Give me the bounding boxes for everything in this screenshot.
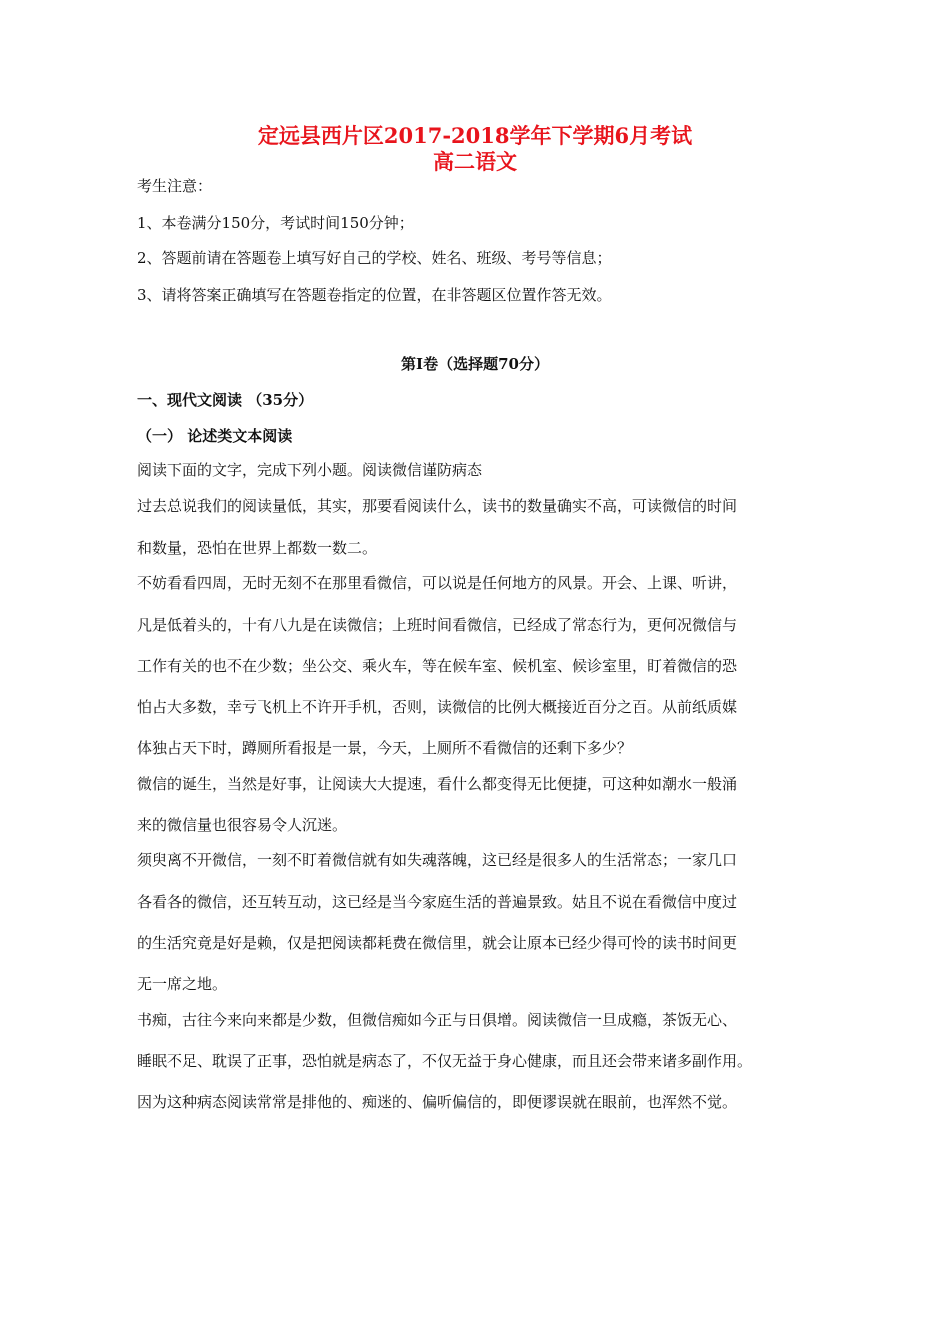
passage-line: 过去总说我们的阅读量低，其实，那要看阅读什么，读书的数量确实不高，可读微信的时间 [137,497,738,515]
passage-line: 须臾离不开微信，一刻不盯着微信就有如失魂落魄，这已经是很多人的生活常态；一家几口 [137,851,738,869]
notice-item: 3、请将答案正确填写在答题卷指定的位置，在非答题区位置作答无效。 [137,286,612,304]
passage-line: 阅读下面的文字，完成下列小题。阅读微信谨防病态 [137,461,483,479]
notice-heading: 考生注意： [137,177,213,195]
exam-title: 定远县西片区2017-2018学年下学期6月考试 [257,123,693,148]
subject-title: 高二语文 [433,149,517,174]
passage-line: 因为这种病态阅读常常是排他的、痴迷的、偏听偏信的，即便谬误就在眼前，也浑然不觉。 [137,1093,738,1111]
volume-title: 第Ⅰ卷（选择题70分） [401,355,549,373]
passage-line: 书痴，古往今来向来都是少数，但微信痴如今正与日俱增。阅读微信一旦成瘾，茶饭无心、 [137,1011,738,1029]
passage-line: 体独占天下时，蹲厕所看报是一景，今天，上厕所不看微信的还剩下多少？ [137,739,633,757]
section-subtitle: （一） 论述类文本阅读 [137,427,293,445]
passage-line: 的生活究竟是好是赖，仅是把阅读都耗费在微信里，就会让原本已经少得可怜的读书时间更 [137,934,738,952]
passage-line: 微信的诞生，当然是好事，让阅读大大提速，看什么都变得无比便捷，可这种如潮水一般涌 [137,775,738,793]
passage-line: 怕占大多数，幸亏飞机上不许开手机，否则，读微信的比例大概接近百分之百。从前纸质媒 [137,698,738,716]
passage-line: 工作有关的也不在少数；坐公交、乘火车，等在候车室、候机室、候诊室里，盯着微信的恐 [137,657,738,675]
passage-line: 不妨看看四周，无时无刻不在那里看微信，可以说是任何地方的风景。开会、上课、听讲， [137,574,738,592]
passage-line: 各看各的微信，还互转互动，这已经是当今家庭生活的普遍景致。姑且不说在看微信中度过 [137,893,738,911]
part-title: 一、现代文阅读 （35分） [137,391,314,409]
passage-line: 无一席之地。 [137,975,228,993]
passage-line: 凡是低着头的，十有八九是在读微信；上班时间看微信，已经成了常态行为，更何况微信与 [137,616,738,634]
notice-item: 1、本卷满分150分，考试时间150分钟； [137,214,414,232]
passage-line: 来的微信量也很容易令人沉迷。 [137,816,348,834]
passage-line: 和数量，恐怕在世界上都数一数二。 [137,539,378,557]
passage-line: 睡眠不足、耽误了正事，恐怕就是病态了，不仅无益于身心健康，而且还会带来诸多副作用。 [137,1052,753,1070]
notice-item: 2、答题前请在答题卷上填写好自己的学校、姓名、班级、考号等信息； [137,249,612,267]
